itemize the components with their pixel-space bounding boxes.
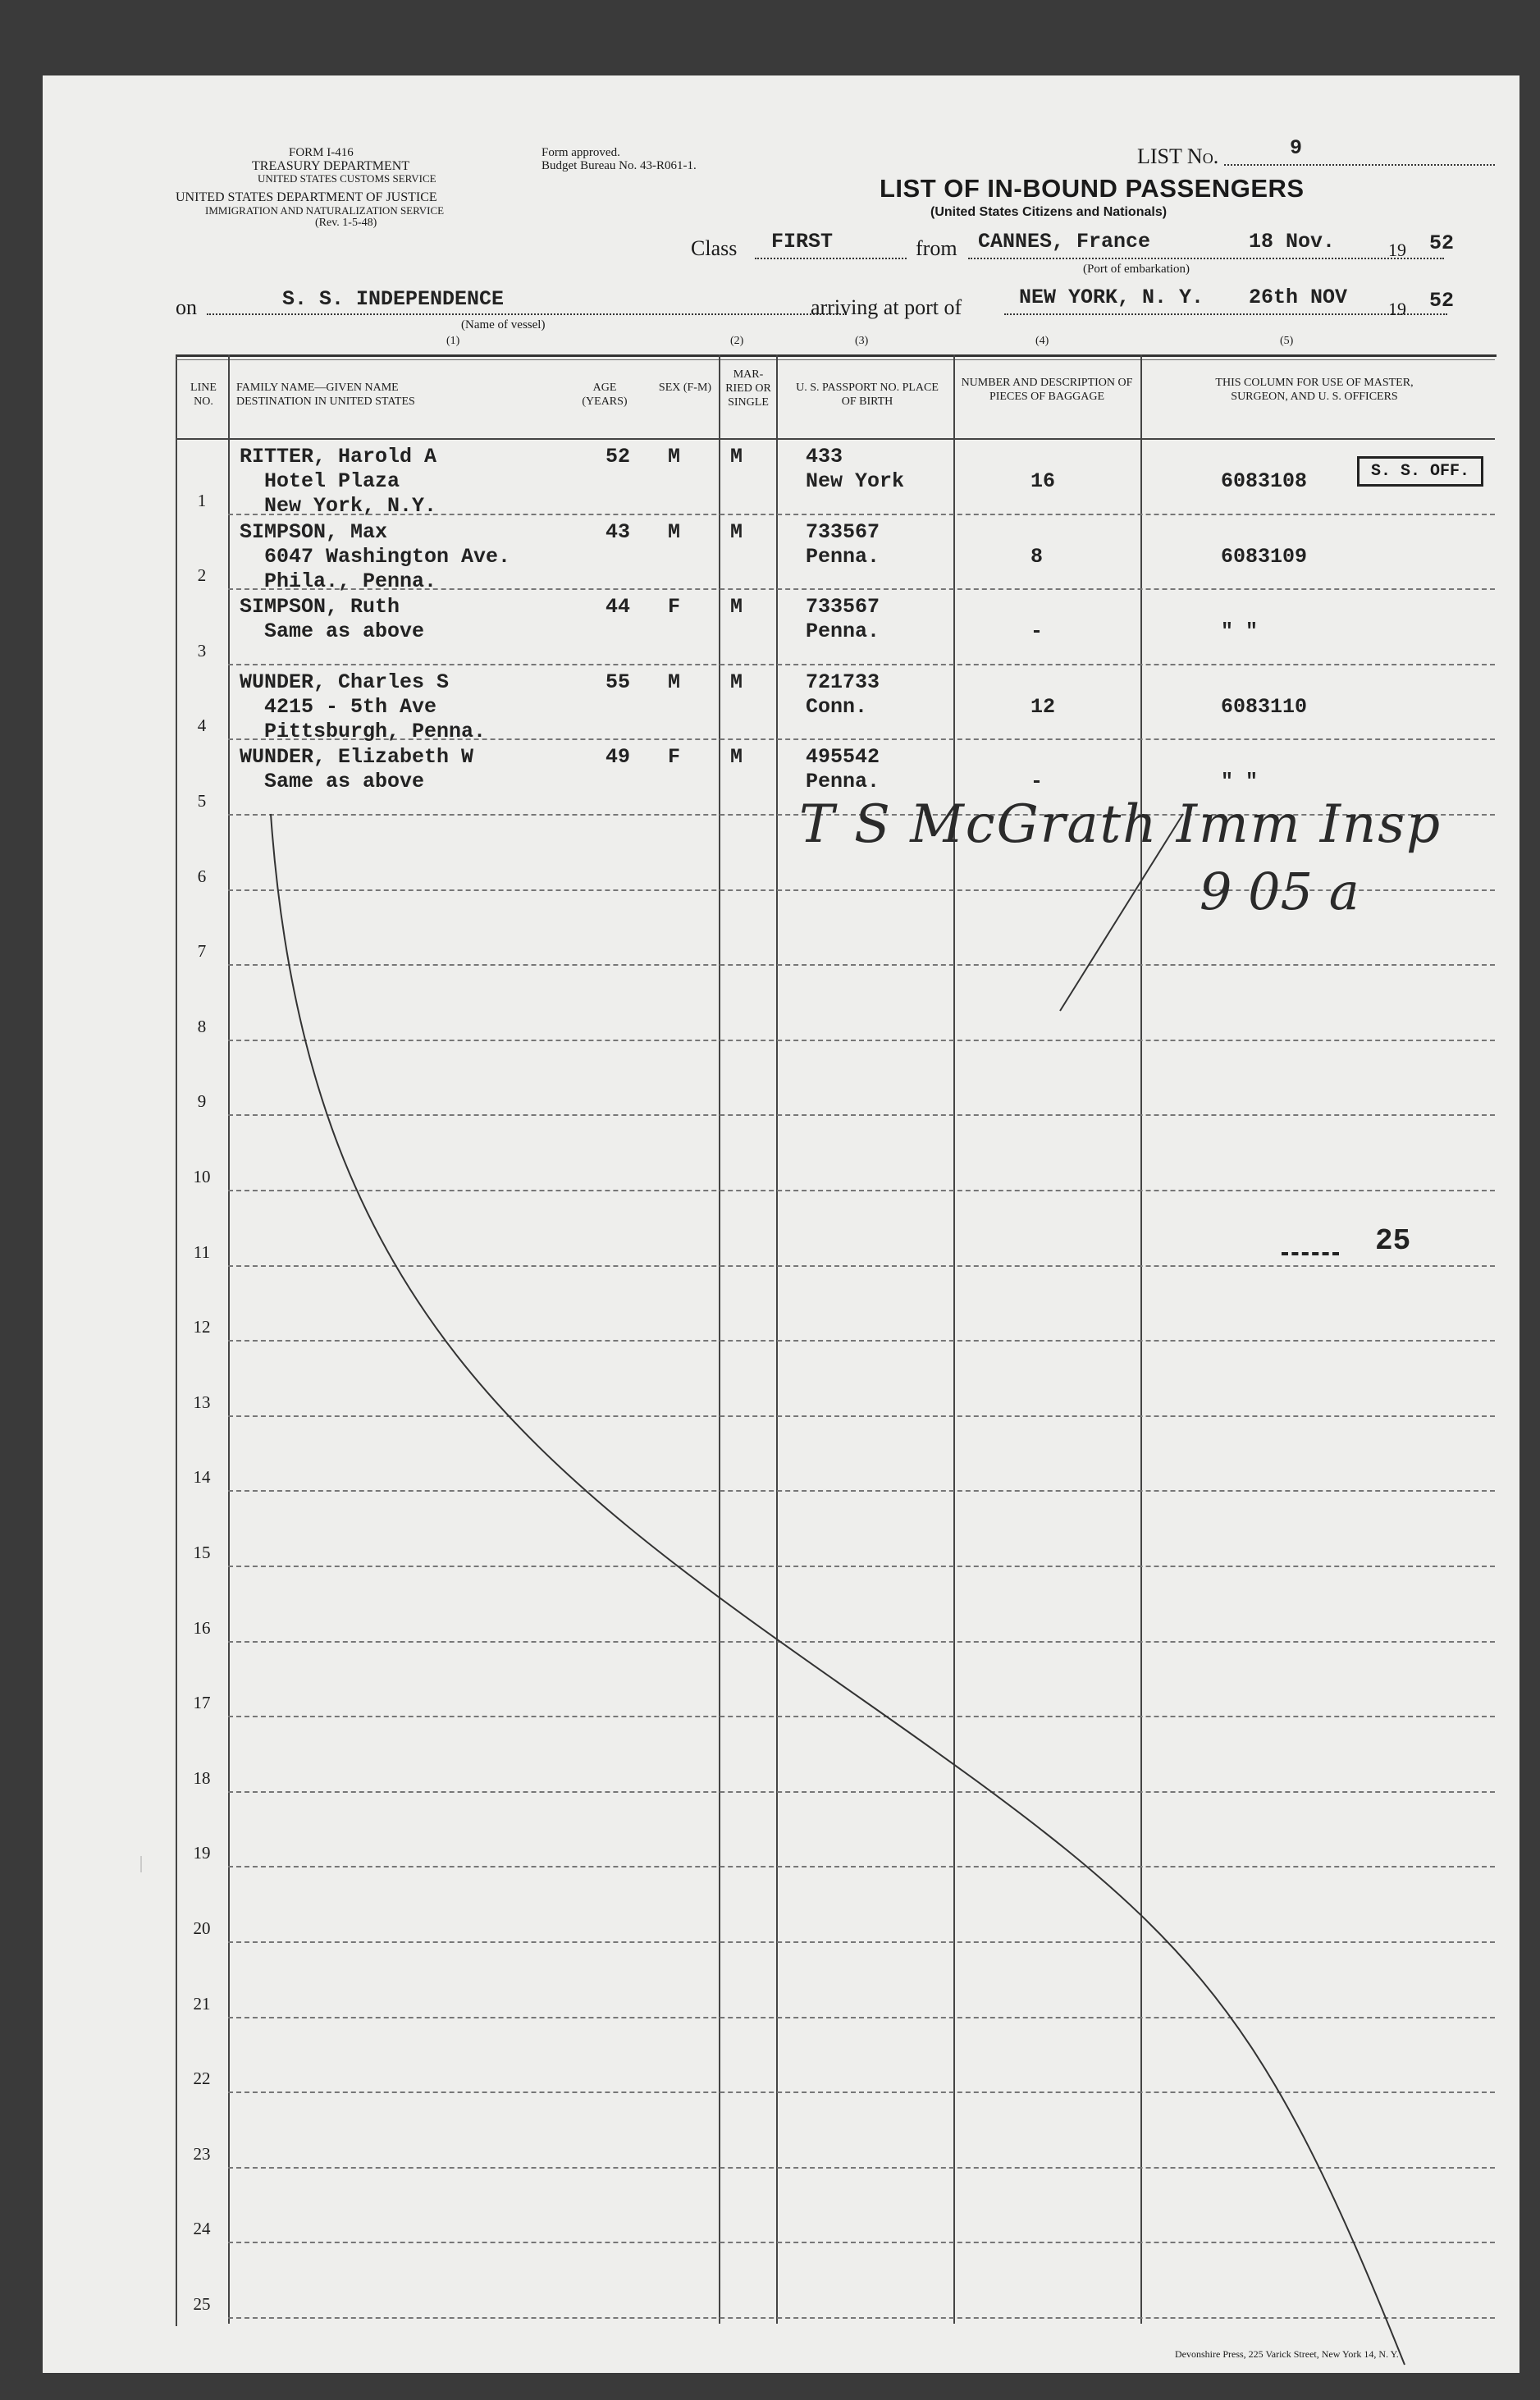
arrival-year: 52: [1429, 289, 1455, 313]
header-name: FAMILY NAME—GIVEN NAME DESTINATION IN UNITED STATES: [236, 382, 415, 408]
passenger-passport-no: 433: [806, 445, 843, 469]
form-revision: (Rev. 1-5-48): [315, 217, 377, 229]
officer-column-entry: " ": [1221, 619, 1259, 644]
passenger-birthplace: Penna.: [806, 619, 880, 644]
line-number: 18: [193, 1767, 211, 1788]
passenger-name: SIMPSON, Max: [240, 519, 388, 544]
col-number-5: (5): [1280, 335, 1294, 347]
form-number: FORM I-416: [289, 146, 354, 159]
manifest-page: [43, 75, 1519, 2373]
line-number: 24: [193, 2219, 211, 2239]
passenger-baggage: -: [1030, 619, 1044, 644]
line-number: 19: [193, 1843, 211, 1863]
line-number: 17: [193, 1693, 211, 1713]
passenger-name: RITTER, Harold A: [240, 445, 437, 469]
vessel-name: S. S. INDEPENDENCE: [282, 287, 505, 311]
passenger-marital-status: M: [730, 670, 743, 694]
passenger-sex: M: [668, 445, 681, 469]
passenger-age: 43: [605, 519, 631, 544]
passenger-passport-no: 495542: [806, 745, 880, 770]
treasury-department: TREASURY DEPARTMENT: [252, 159, 410, 173]
line-number: 15: [193, 1543, 211, 1562]
passenger-baggage: 8: [1030, 544, 1044, 569]
line-number: 7: [197, 941, 207, 962]
line-number: 12: [193, 1317, 211, 1337]
header-age: AGE (YEARS): [582, 382, 628, 408]
budget-bureau: Budget Bureau No. 43-R061-1.: [542, 159, 697, 172]
line-number: 9: [197, 1091, 207, 1112]
line-number: 3: [197, 640, 207, 661]
line-number: 10: [193, 1167, 211, 1186]
officer-stamp: S. S. OFF.: [1357, 456, 1483, 487]
passenger-address-line1: Hotel Plaza: [264, 469, 400, 493]
passenger-marital-status: M: [730, 745, 743, 770]
passenger-marital-status: M: [730, 595, 743, 619]
passenger-passport-no: 721733: [806, 670, 880, 694]
line-number: 4: [197, 715, 207, 736]
passenger-baggage: -: [1030, 770, 1044, 794]
col-number-1: (1): [446, 335, 460, 347]
header-passport: U. S. PASSPORT NO. PLACE OF BIRTH: [796, 382, 939, 408]
line-number: 1: [197, 490, 207, 510]
departure-date: 18 Nov.: [1249, 230, 1336, 254]
passenger-marital-status: M: [730, 519, 743, 544]
passenger-address-line2: Phila., Penna.: [264, 569, 437, 593]
passenger-age: 49: [605, 745, 631, 770]
list-no-value: 9: [1290, 136, 1303, 160]
form-approved: Form approved.: [542, 146, 620, 159]
passenger-baggage: 16: [1030, 469, 1056, 493]
passenger-birthplace: Penna.: [806, 544, 880, 569]
year-prefix: 19: [1388, 240, 1406, 260]
line-number: 21: [193, 1993, 211, 2014]
line-number: 2: [197, 565, 207, 586]
officer-column-entry: 6083108: [1221, 469, 1308, 493]
vessel-caption: (Name of vessel): [461, 318, 546, 331]
header-married: MAR-RIED OR SINGLE: [725, 368, 771, 409]
arriving-label: arriving at port of: [811, 295, 962, 319]
customs-service: UNITED STATES CUSTOMS SERVICE: [258, 172, 436, 185]
line-number: 8: [197, 1016, 207, 1036]
passenger-address-line1: Same as above: [264, 619, 425, 644]
passenger-address-line2: New York, N.Y.: [264, 494, 437, 518]
passenger-sex: M: [668, 670, 681, 694]
header-officers: THIS COLUMN FOR USE OF MASTER, SURGEON, AND U. S. OFFICERS: [1215, 377, 1414, 403]
passenger-age: 55: [605, 670, 631, 694]
passenger-sex: F: [668, 745, 681, 770]
arrival-date: 26th NOV: [1249, 286, 1348, 309]
passenger-address-line1: 6047 Washington Ave.: [264, 544, 511, 569]
from-value: CANNES, France: [978, 230, 1151, 254]
line-number: 6: [197, 866, 207, 886]
page-subtitle: (United States Citizens and Nationals): [930, 205, 1168, 219]
col-number-2: (2): [730, 335, 744, 347]
passenger-passport-no: 733567: [806, 519, 880, 544]
line-number: 16: [193, 1617, 211, 1638]
pencil-cancel-line: [43, 75, 1519, 2373]
line-number: 5: [197, 791, 207, 811]
passenger-sex: F: [668, 595, 681, 619]
passenger-name: SIMPSON, Ruth: [240, 595, 400, 619]
line-number: 13: [193, 1392, 211, 1412]
header-sex: SEX (F-M): [658, 382, 712, 394]
class-label: Class: [691, 236, 738, 260]
list-no-label: LIST No.: [1137, 144, 1219, 168]
header-baggage: NUMBER AND DESCRIPTION OF PIECES OF BAGGAGE: [961, 377, 1133, 403]
passenger-name: WUNDER, Charles S: [240, 670, 450, 694]
inspector-signature: T S McGrath Imm Insp: [799, 794, 1442, 855]
officer-column-entry: " ": [1221, 770, 1259, 794]
ins-service: IMMIGRATION AND NATURALIZATION SERVICE: [205, 204, 445, 217]
from-label: from: [916, 236, 957, 260]
passenger-name: WUNDER, Elizabeth W: [240, 745, 474, 770]
passenger-address-line1: 4215 - 5th Ave: [264, 694, 437, 719]
line-number: 25: [193, 2294, 211, 2314]
header-line-no: LINE NO.: [190, 382, 217, 408]
line-number: 20: [193, 1918, 211, 1938]
line-number: 11: [193, 1241, 211, 1262]
passenger-birthplace: Penna.: [806, 770, 880, 794]
arrival-port: NEW YORK, N. Y.: [1019, 286, 1204, 309]
total-count: 25: [1375, 1224, 1411, 1258]
page-title: LIST OF IN-BOUND PASSENGERS: [880, 174, 1305, 203]
col-number-3: (3): [855, 335, 869, 347]
passenger-marital-status: M: [730, 445, 743, 469]
line-number: 14: [193, 1467, 211, 1488]
line-number: 22: [193, 2069, 211, 2089]
passenger-sex: M: [668, 519, 681, 544]
officer-column-entry: 6083109: [1221, 544, 1308, 569]
class-value: FIRST: [771, 230, 834, 254]
passenger-birthplace: Conn.: [806, 694, 868, 719]
passenger-age: 52: [605, 445, 631, 469]
col-number-4: (4): [1035, 335, 1049, 347]
passenger-passport-no: 733567: [806, 595, 880, 619]
passenger-address-line1: Same as above: [264, 770, 425, 794]
justice-department: UNITED STATES DEPARTMENT OF JUSTICE: [176, 190, 437, 204]
departure-year: 52: [1429, 231, 1455, 255]
officer-column-entry: 6083110: [1221, 694, 1308, 719]
port-caption: (Port of embarkation): [1083, 263, 1190, 276]
passenger-age: 44: [605, 595, 631, 619]
on-label: on: [176, 295, 197, 319]
passenger-birthplace: New York: [806, 469, 905, 493]
arrival-year-prefix: 19: [1388, 299, 1406, 319]
line-number: 23: [193, 2143, 211, 2164]
printer-footer: Devonshire Press, 225 Varick Street, New York 14, N. Y.: [1175, 2348, 1399, 2360]
inspection-time: 9 05 a: [1200, 862, 1359, 921]
passenger-address-line2: Pittsburgh, Penna.: [264, 719, 487, 743]
passenger-baggage: 12: [1030, 694, 1056, 719]
